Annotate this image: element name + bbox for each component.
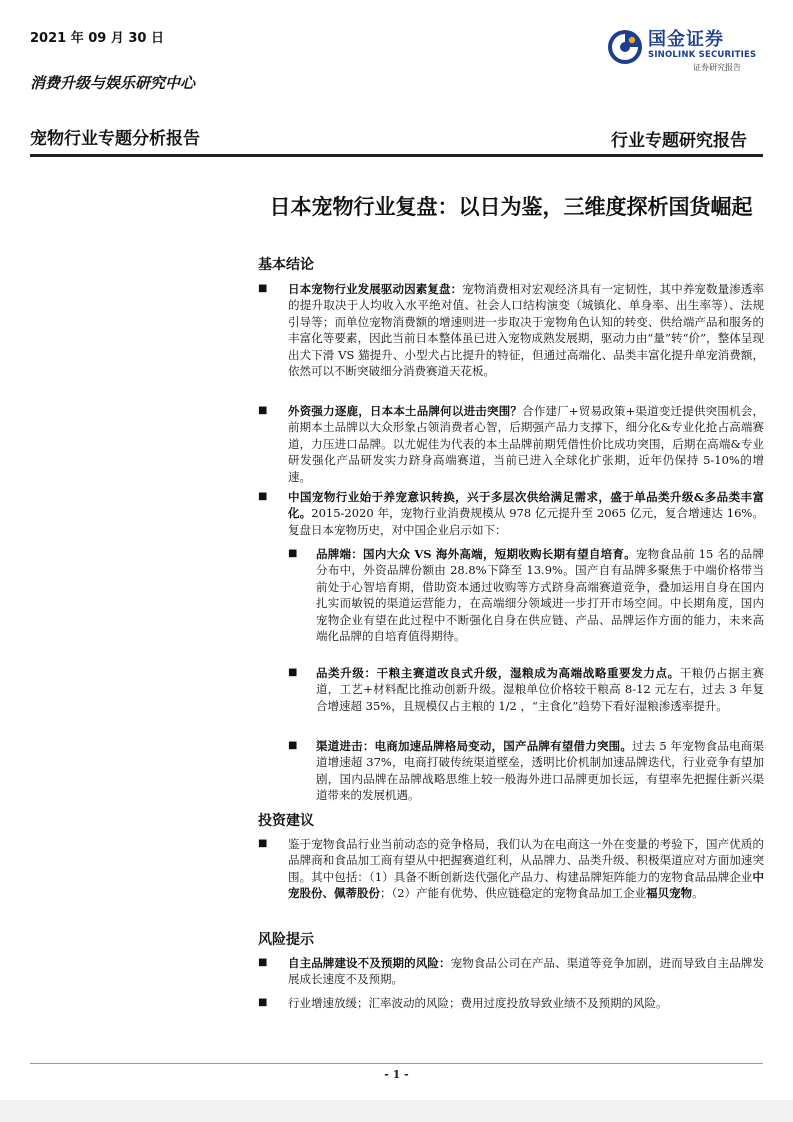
square-bullet-icon: ■ <box>258 997 268 1008</box>
logo-english-name: SINOLINK SECURITIES <box>648 50 757 60</box>
investment-heading: 投资建议 <box>258 813 314 829</box>
stock-separator: 、 <box>322 886 334 901</box>
report-date: 2021 年 09 月 30 日 <box>30 31 164 46</box>
square-bullet-icon: ■ <box>288 667 298 678</box>
square-bullet-icon: ■ <box>258 838 268 849</box>
bullet-text: 宠物食品公司在产品、渠道等竞争加剧，进而导致自主品牌发展成长速度不及预期。 <box>288 956 764 987</box>
sinolink-logo-icon <box>606 28 644 66</box>
investment-text-2: ；（2）产能有优势、供应链稳定的宠物食品加工企业 <box>380 886 647 901</box>
bullet-lead: 渠道进击：电商加速品牌格局变动，国产品牌有望借力突围。 <box>316 739 633 753</box>
report-title: 日本宠物行业复盘：以日为鉴，三维度探析国货崛起 <box>269 194 753 219</box>
bullet-text: 宠物消费相对宏观经济具有一定韧性，其中养宠数量渗透率的提升取决于人均收入水平绝对值、社会人口结构演变（城镇化、单身率、出生率等）、法规引导等；而单位宠物消费额的增速则进一步取决于宠物角色认知的转变、供给端产品和服务的丰富化等要素，因此当前日本整体虽已进入宠物成熟发展期，驱动力由“量”转“价”，整体呈现出犬下滑 VS 猫提升、小型犬占比提升的特征，但通过高端化、品类丰富化提升单宠消费额，依然可以不断突破细分消费赛道天花板。 <box>288 282 764 379</box>
square-bullet-icon: ■ <box>288 548 298 559</box>
bullet-lead: 外资强力逐鹿，日本本土品牌何以进击突围？ <box>288 404 523 418</box>
conclusion-heading: 基本结论 <box>258 257 314 273</box>
bullet-text: 宠物食品前 15 名的品牌分布中，外资品牌份额由 28.8%下降至 13.9%。国产自有品牌多聚焦于中端价格带当前处于心智培育期，借助资本通过收购等方式跻身高端赛道竞争，叠加运用自身在国内扎实而敏锐的渠道运营能力，在高端细分领域进一步打开市场空间。中长期角度，国内宠物企业有望在此过程中不断强化自身在供应链、产品、品牌运作方面的能力，未来高端化品牌的自培育值得期待。 <box>316 547 765 644</box>
bullet-lead: 品牌端：国内大众 VS 海外高端，短期收购长期有望自培育。 <box>316 547 636 561</box>
investment-text-1: 鉴于宠物食品行业当前动态的竞争格局，我们认为在电商这一外在变量的考验下，国产优质的品牌商和食品加工商有望从中把握赛道红利，从品牌力、品类升级、积极渠道应对方面加速突围。其中包括：（1）具备不断创新迭代强化产品力、构建品牌矩阵能力的宠物食品品牌企业 <box>288 837 764 884</box>
page-number: - 1 - <box>384 1068 409 1081</box>
logo-subtitle: 证券研究报告 <box>693 63 741 72</box>
bullet-text: 干粮仍占据主赛道，工艺+材料配比推动创新升级。湿粮单位价格较干粮高 8-12 元左右，过去 3 年复合增速超 35%，且规模仅占主粮的 1/2 ，“主食化”趋势下看好湿粮渗透率提升。 <box>316 666 764 713</box>
risk-heading: 风险提示 <box>258 932 314 948</box>
bullet-lead: 日本宠物行业发展驱动因素复盘： <box>288 282 463 296</box>
investment-end: 。 <box>692 886 704 901</box>
research-department: 消费升级与娱乐研究中心 <box>30 74 196 92</box>
bullet-lead: 中国宠物行业始于养宠意识转换，兴于多层次供给满足需求，盛于单品类升级&多品类丰富化。 <box>288 490 764 521</box>
report-category: 行业专题研究报告 <box>611 131 747 151</box>
company-logo <box>606 24 776 74</box>
report-type: 宠物行业专题分析报告 <box>30 129 200 149</box>
stock-peidi: 佩蒂股份 <box>334 886 380 901</box>
stock-fubei: 福贝宠物 <box>646 886 693 901</box>
bottom-band <box>0 1100 793 1122</box>
header-divider <box>30 154 763 157</box>
square-bullet-icon: ■ <box>258 957 268 968</box>
square-bullet-icon: ■ <box>258 283 268 294</box>
bullet-text: 行业增速放缓；汇率波动的风险；费用过度投放导致业绩不及预期的风险。 <box>288 996 668 1010</box>
logo-chinese-name: 国金证券 <box>648 29 724 50</box>
stock-zhongchong: 中宠股份 <box>288 869 764 901</box>
square-bullet-icon: ■ <box>258 405 268 416</box>
bullet-lead: 品类升级：干粮主赛道改良式升级，湿粮成为高端战略重要发力点。 <box>316 666 680 680</box>
bullet-lead: 自主品牌建设不及预期的风险： <box>288 956 451 970</box>
square-bullet-icon: ■ <box>258 491 268 502</box>
square-bullet-icon: ■ <box>288 740 298 751</box>
bullet-text: 合作建厂+贸易政策+渠道变迁提供突围机会，前期本土品牌以大众形象占领消费者心智，后期强产品力支撑下，细分化&专业化抢占高端赛道，力压进口品牌。以尤妮佳为代表的本土品牌前期凭借性价比成功突围，后期在高端&专业研发强化产品研发实力跻身高端赛道，当前已进入全球化扩张期，近年仍保持 5-10%的增速。 <box>288 404 764 484</box>
footer-divider <box>30 1063 763 1064</box>
bullet-text: 2015-2020 年，宠物行业消费规模从 978 亿元提升至 2065 亿元，复合增速达 16%。复盘日本宠物历史，对中国企业启示如下： <box>288 506 764 537</box>
bullet-text: 过去 5 年宠物食品电商渠道增速超 37%，电商打破传统渠道壁垒，透明比价机制加速品牌迭代，行业竞争有望加剧，国内品牌在品牌战略思维上较一般海外进口品牌更加长远，有望率先把握住新兴渠道带来的发展机遇。 <box>316 739 764 803</box>
